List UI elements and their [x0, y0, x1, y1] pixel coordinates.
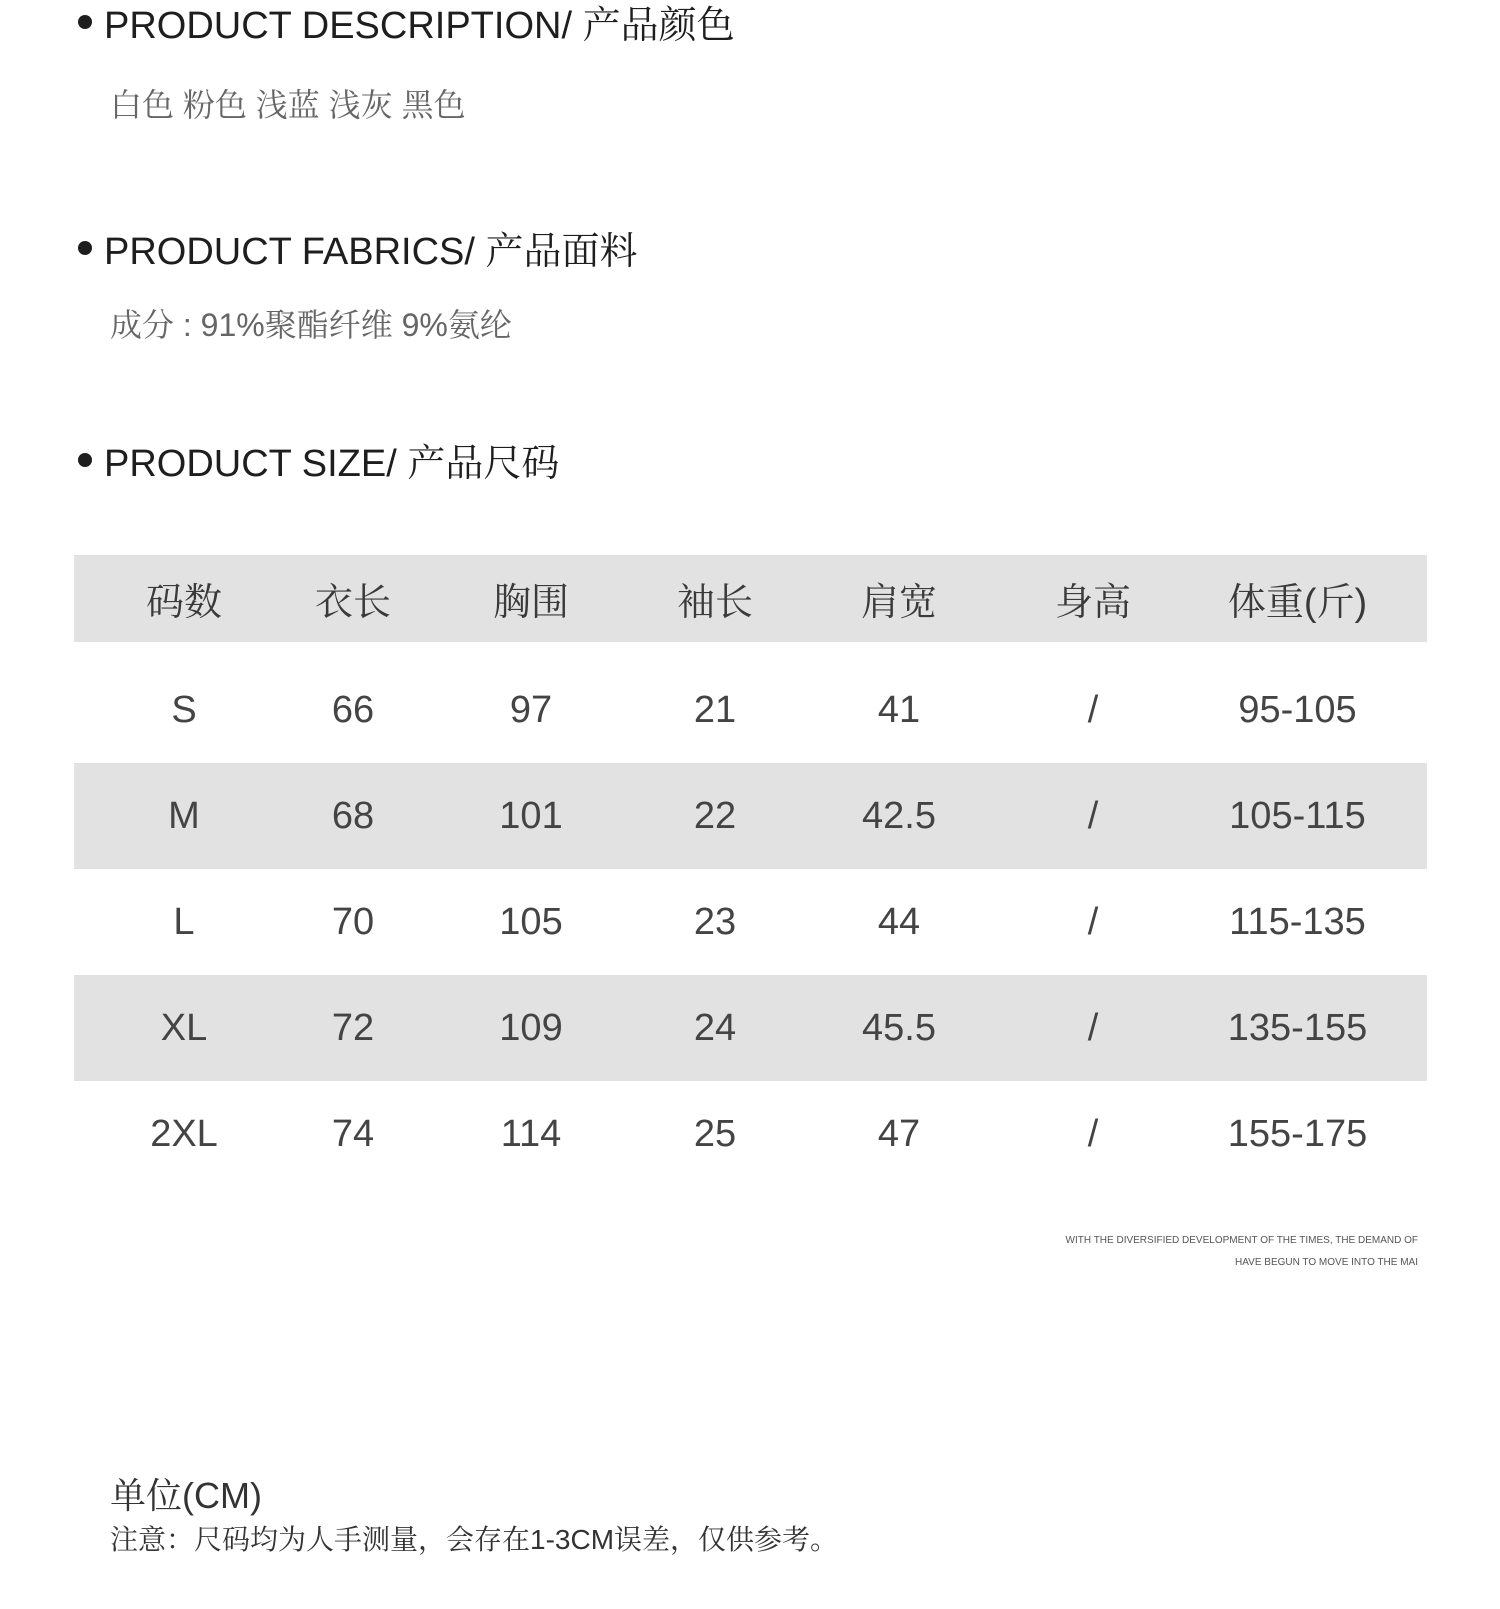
description-title-text: PRODUCT DESCRIPTION/ 产品颜色	[104, 5, 735, 47]
table-cell: XL	[160, 1006, 208, 1049]
table-row	[74, 1081, 1427, 1187]
table-header-row	[74, 555, 1427, 642]
measurement-note: 注意：尺码均为人手测量，会存在1-3CM误差，仅供参考。	[110, 1524, 839, 1555]
header-cell-sleeve: 袖长	[676, 582, 753, 624]
table-cell: 41	[877, 688, 921, 731]
table-cell: 66	[331, 688, 375, 731]
table-cell: 42.5	[862, 794, 936, 837]
table-cell: 47	[877, 1112, 921, 1155]
section-title-fabrics	[78, 220, 637, 275]
table-cell: 23	[693, 900, 737, 943]
table-cell: /	[1087, 1006, 1099, 1049]
header-cell-weight: 体重(斤)	[1227, 582, 1368, 624]
section-title-size	[78, 432, 559, 487]
fineprint-line-2: HAVE BEGUN TO MOVE INTO THE MAI	[1235, 1257, 1418, 1268]
table-cell: 105-115	[1229, 794, 1366, 837]
table-cell: 70	[331, 900, 375, 943]
table-cell: 155-175	[1227, 1112, 1368, 1155]
table-row	[74, 657, 1427, 763]
table-cell: 68	[331, 794, 375, 837]
table-cell: 21	[693, 688, 737, 731]
table-cell: /	[1087, 900, 1099, 943]
header-cell-chest: 胸围	[492, 582, 569, 624]
table-cell: 25	[693, 1112, 737, 1155]
table-cell: 95-105	[1238, 688, 1357, 731]
fineprint-text	[1066, 1230, 1418, 1274]
table-cell: 45.5	[862, 1006, 936, 1049]
size-title-text: PRODUCT SIZE/ 产品尺码	[104, 443, 560, 485]
header-cell-length: 衣长	[314, 582, 391, 624]
section-title-description	[78, 0, 735, 49]
header-cell-size: 码数	[145, 582, 222, 624]
header-cell-height: 身高	[1054, 582, 1131, 624]
table-cell: 135-155	[1227, 1006, 1368, 1049]
bullet-icon	[78, 453, 92, 467]
header-cell-shoulder: 肩宽	[860, 582, 937, 624]
table-cell: 72	[331, 1006, 375, 1049]
table-cell: /	[1087, 1112, 1099, 1155]
table-cell: 114	[500, 1112, 562, 1155]
table-row	[74, 975, 1427, 1081]
table-row	[74, 869, 1427, 975]
table-cell: 22	[693, 794, 737, 837]
table-cell: /	[1087, 688, 1099, 731]
fabric-composition-text: 成分 : 91%聚酯纤维 9%氨纶	[110, 307, 512, 343]
fabrics-title-text: PRODUCT FABRICS/ 产品面料	[104, 231, 638, 273]
table-cell: 115-135	[1229, 900, 1366, 943]
unit-label: 单位(CM)	[110, 1475, 262, 1516]
table-cell: M	[168, 794, 200, 837]
table-cell: 2XL	[150, 1112, 218, 1155]
table-cell: 74	[331, 1112, 375, 1155]
color-options-text: 白色 粉色 浅蓝 浅灰 黑色	[110, 87, 466, 123]
table-cell: 44	[877, 900, 921, 943]
fineprint-line-1: WITH THE DIVERSIFIED DEVELOPMENT OF THE TIMES, THE DEMAND OF	[1065, 1235, 1418, 1246]
bullet-icon	[78, 241, 92, 255]
table-cell: 24	[693, 1006, 737, 1049]
table-cell: /	[1087, 794, 1099, 837]
table-cell: L	[173, 900, 195, 943]
bullet-icon	[78, 15, 92, 29]
table-cell: 109	[499, 1006, 563, 1049]
table-cell: S	[171, 688, 197, 731]
table-cell: 97	[509, 688, 553, 731]
table-cell: 105	[499, 900, 563, 943]
size-table	[74, 555, 1427, 1187]
table-row	[74, 763, 1427, 869]
table-cell: 101	[499, 794, 563, 837]
